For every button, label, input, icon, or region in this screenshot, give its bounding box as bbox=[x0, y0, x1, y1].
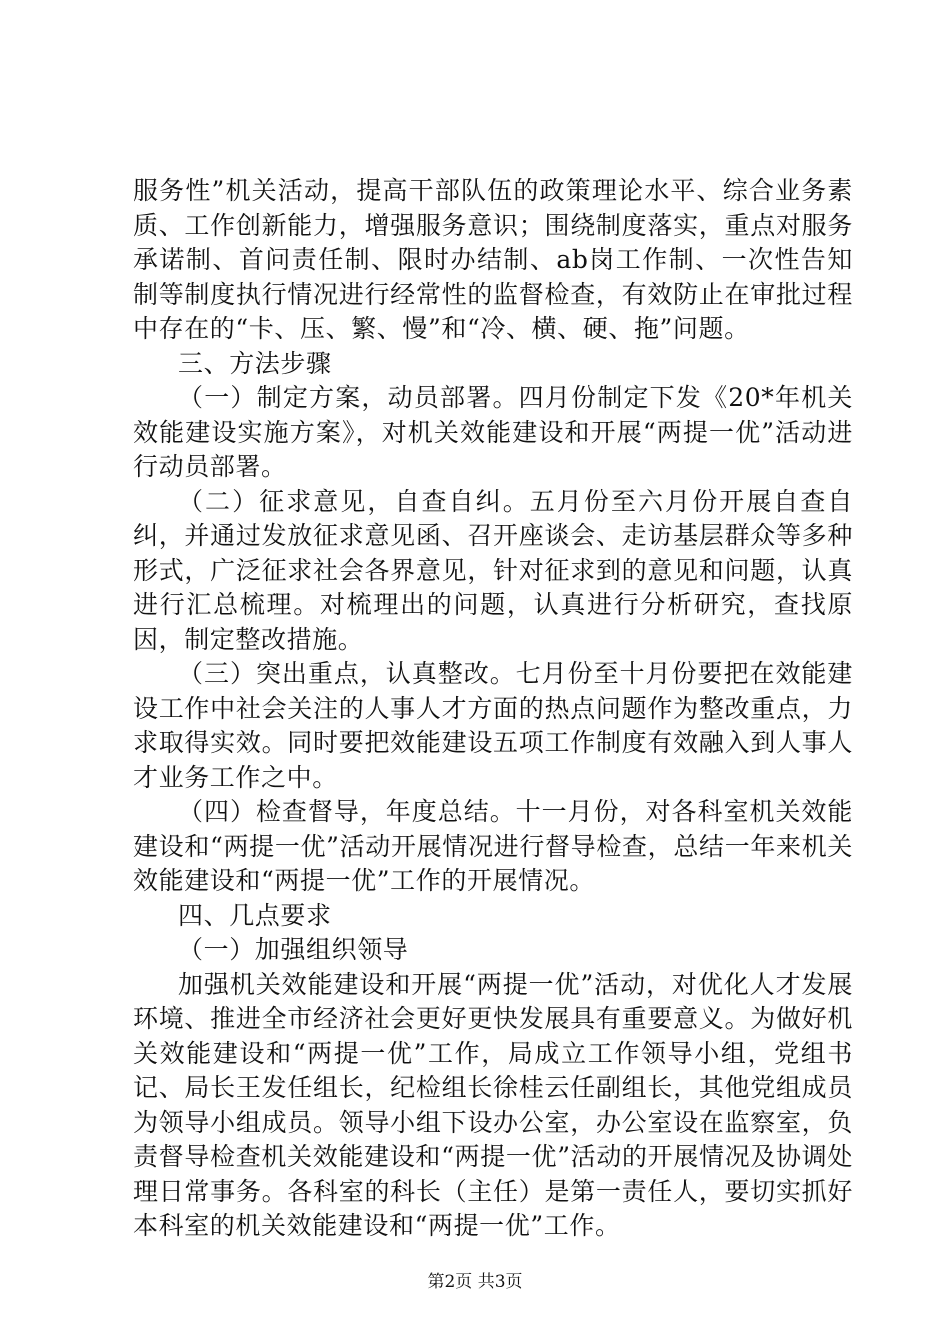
section-heading-methods: 三、方法步骤 bbox=[178, 348, 332, 378]
page-number-footer: 第2页 共3页 bbox=[427, 1272, 523, 1292]
subheading-leadership: （一）加强组织领导 bbox=[178, 935, 409, 964]
paragraph-continuation: 服务性”机关活动，提高干部队伍的政策理论水平、综合业务素质、工作创新能力，增强服务意识；围绕制度落实，重点对服务承诺制、首问责任制、限时办结制、ab岗工作制、一次性告知制等制度执行情况进行经常性的监督检查，有效防止在审批过程中存在的“卡、压、繁、慢”和“冷、横、硬、拖”问题。 bbox=[133, 176, 853, 343]
paragraph-step-2: （二）征求意见，自查自纠。五月份至六月份开展自查自纠，并通过发放征求意见函、召开座谈会、走访基层群众等多种形式，广泛征求社会各界意见，针对征求到的意见和问题，认真进行汇总梳理。对梳理出的问题，认真进行分析研究，查找原因，制定整改措施。 bbox=[133, 486, 853, 654]
paragraph-step-3: （三）突出重点，认真整改。七月份至十月份要把在效能建设工作中社会关注的人事人才方面的热点问题作为整改重点，力求取得实效。同时要把效能建设五项工作制度有效融入到人事人才业务工作之中。 bbox=[133, 659, 853, 792]
document-body bbox=[133, 174, 853, 1244]
paragraph-step-4: （四）检查督导，年度总结。十一月份，对各科室机关效能建设和“两提一优”活动开展情况进行督导检查，总结一年来机关效能建设和“两提一优”工作的开展情况。 bbox=[133, 797, 853, 895]
section-heading-requirements: 四、几点要求 bbox=[178, 900, 332, 930]
paragraph-leadership: 加强机关效能建设和开展“两提一优”活动，对优化人才发展环境、推进全市经济社会更好更快发展具有重要意义。为做好机关效能建设和“两提一优”工作，局成立工作领导小组，党组书记、局长王发任组长，纪检组长徐桂云任副组长，其他党组成员为领导小组成员。领导小组下设办公室，办公室设在监察室，负责督导检查机关效能建设和“两提一优”活动的开展情况及协调处理日常事务。各科室的科长（主任）是第一责任人，要切实抓好本科室的机关效能建设和“两提一优”工作。 bbox=[133, 969, 853, 1240]
paragraph-step-1: （一）制定方案，动员部署。四月份制定下发《20*年机关效能建设实施方案》，对机关效能建设和开展“两提一优”活动进行动员部署。 bbox=[133, 383, 853, 481]
